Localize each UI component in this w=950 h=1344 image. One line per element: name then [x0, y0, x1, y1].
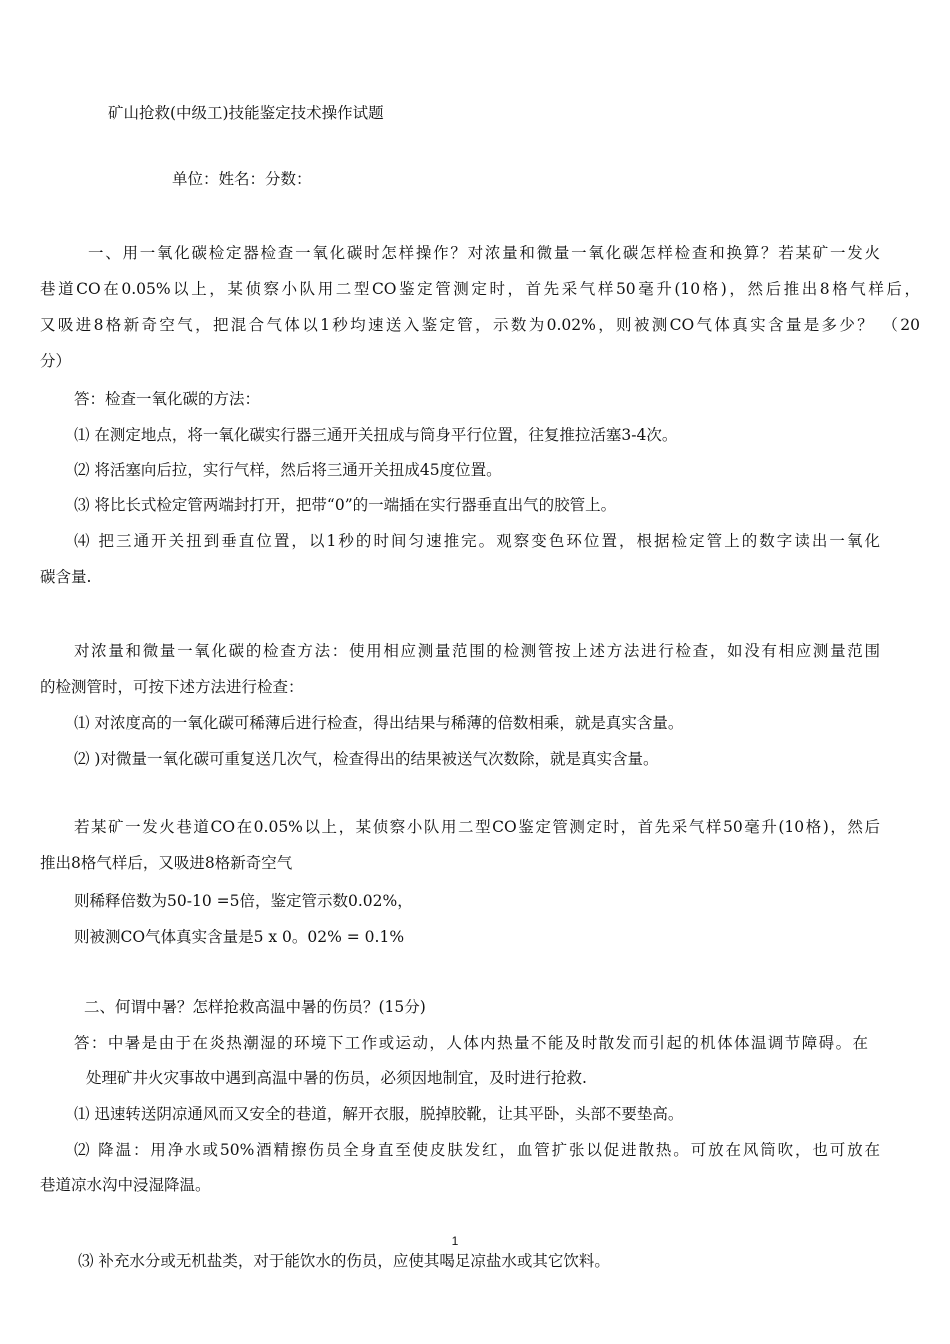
q2-step-3: ⑶ 补充水分或无机盐类，对于能饮水的伤员，应使其喝足凉盐水或其它饮料。 [78, 1252, 610, 1270]
q1-step-4-line-2: 碳含量. [40, 568, 92, 586]
q2-answer-line-2: 处理矿井火灾事故中遇到高温中暑的伤员，必须因地制宜，及时进行抢救. [86, 1069, 587, 1087]
info-line: 单位：姓名：分数： [172, 170, 312, 188]
q1-method-line-1: 对浓量和微量一氧化碳的检查方法：使用相应测量范围的检测管按上述方法进行检查，如没有相应测量范围 [74, 642, 880, 660]
page-number: 1 [451, 1234, 459, 1248]
q1-method-line-2: 的检测管时，可按下述方法进行检查： [40, 678, 304, 696]
q1-step-2: ⑵ 将活塞向后拉，实行气样，然后将三通开关扭成45度位置。 [74, 461, 502, 479]
q1-step-1: ⑴ 在测定地点，将一氧化碳实行器三通开关扭成与筒身平行位置，往复推拉活塞3-4次。 [74, 426, 678, 444]
q1-calc-line-4: 则被测CO气体真实含量是5 x 0。02% = 0.1% [74, 928, 405, 946]
q1-calc-line-1: 若某矿一发火巷道CO在0.05%以上，某侦察小队用二型CO鉴定管测定时，首先采气样50毫升(10格)，然后 [74, 818, 880, 836]
document-title: 矿山抢救(中级工)技能鉴定技术操作试题 [108, 104, 384, 122]
q1-step-3: ⑶ 将比长式检定管两端封打开，把带“0”的一端插在实行器垂直出气的胶管上。 [74, 496, 617, 514]
q2-step-2-line-2: 巷道凉水沟中浸湿降温。 [40, 1176, 211, 1194]
q1-question-line-4: 分） [40, 352, 72, 370]
q1-question-line-2: 巷道CO在0.05%以上，某侦察小队用二型CO鉴定管测定时，首先采气样50毫升(10格)，然后推出8格气样后， [40, 280, 920, 298]
q1-calc-line-2: 推出8格气样后，又吸进8格新奇空气 [40, 854, 293, 872]
q1-method-item-1: ⑴ 对浓度高的一氧化碳可稀薄后进行检查，得出结果与稀薄的倍数相乘，就是真实含量。 [74, 714, 684, 732]
q1-calc-line-3: 则稀释倍数为50-10 =5倍，鉴定管示数0.02%， [74, 892, 413, 910]
q2-question: 二、何谓中暑？怎样抢救高温中暑的伤员？(15分) [84, 998, 426, 1016]
q2-step-1: ⑴ 迅速转送阴凉通风而又安全的巷道，解开衣服，脱掉胶靴，让其平卧，头部不要垫高。 [74, 1105, 684, 1123]
q1-question-line-1: 一、用一氧化碳检定器检查一氧化碳时怎样操作？对浓量和微量一氧化碳怎样检查和换算？若某矿一发火 [88, 244, 880, 262]
q1-method-item-2: ⑵ )对微量一氧化碳可重复送几次气，检查得出的结果被送气次数除，就是真实含量。 [74, 750, 659, 768]
q2-answer-line-1: 答：中暑是由于在炎热潮湿的环境下工作或运动，人体内热量不能及时散发而引起的机体体温调节障碍。在 [74, 1034, 868, 1052]
q1-answer-intro: 答：检查一氧化碳的方法： [74, 390, 261, 408]
q1-question-line-3: 又吸进8格新奇空气，把混合气体以1秒均速送入鉴定管，示数为0.02%，则被测CO气体真实含量是多少？ （20 [40, 316, 920, 334]
q2-step-2-line-1: ⑵ 降温：用净水或50%酒精擦伤员全身直至使皮肤发红，血管扩张以促进散热。可放在风筒吹，也可放在 [74, 1141, 880, 1159]
q1-step-4-line-1: ⑷ 把三通开关扭到垂直位置，以1秒的时间匀速推完。观察变色环位置，根据检定管上的数字读出一氧化 [74, 532, 880, 550]
